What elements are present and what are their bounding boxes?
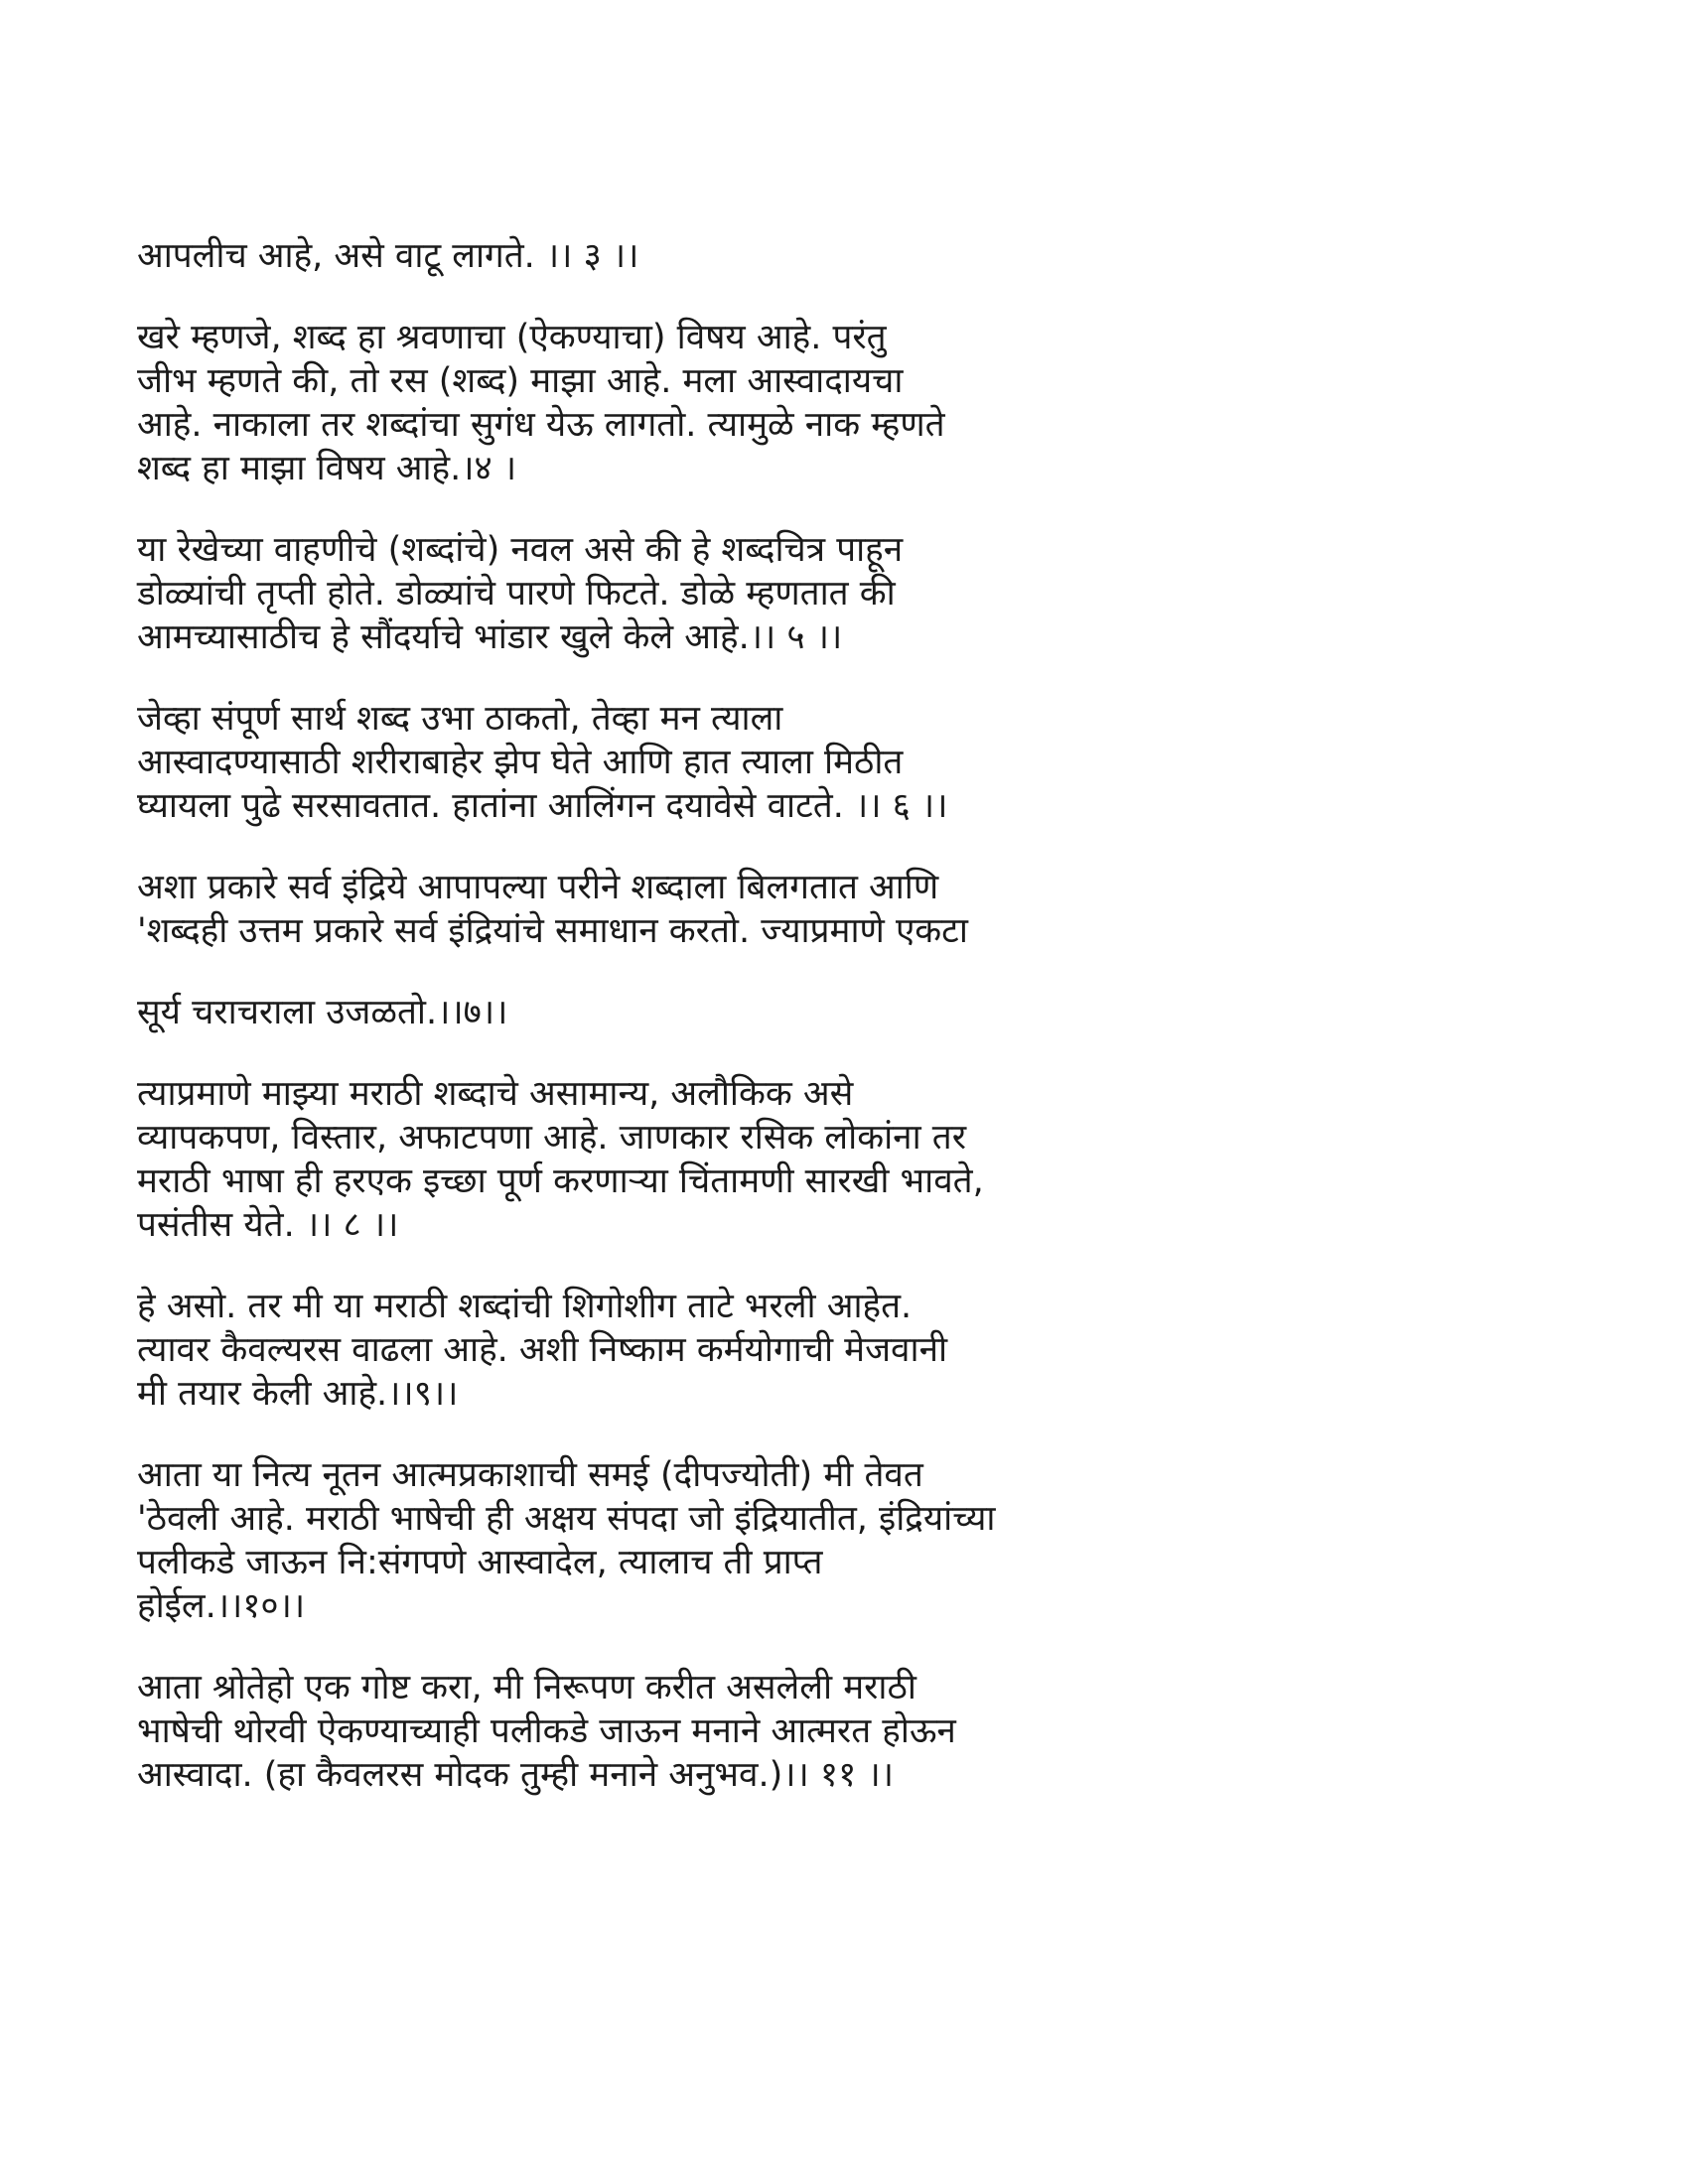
text-body (137, 234, 1428, 1835)
text-line: पसंतीस येते. ।। ८ ।। (137, 1205, 399, 1245)
text-line: 'ठेवली आहे. मराठी भाषेची ही अक्षय संपदा जो इंद्रियातीत, इंद्रियांच्या (137, 1499, 996, 1539)
paragraph-verse-8 (137, 1072, 1428, 1247)
paragraph-verse-10 (137, 1453, 1428, 1628)
text-line: जेव्हा संपूर्ण सार्थ शब्द उभा ठाकतो, तेव्हा मन त्याला (137, 699, 783, 739)
text-line: त्यावर कैवल्यरस वाढला आहे. अशी निष्काम कर्मयोगाची मेजवानी (137, 1330, 948, 1370)
text-line: खरे म्हणजे, शब्द हा श्रवणाचा (ऐकण्याचा) विषय आहे. परंतु (137, 318, 887, 357)
text-line: भाषेची थोरवी ऐकण्याच्याही पलीकडे जाऊन मनाने आत्मरत होऊन (137, 1711, 956, 1751)
paragraph-verse-6 (137, 697, 1428, 828)
paragraph-verse-3 (137, 234, 1428, 278)
paragraph-verse-7-part1 (137, 866, 1428, 953)
text-line: मी तयार केली आहे.।।९।। (137, 1374, 459, 1414)
text-line: त्याप्रमाणे माझ्या मराठी शब्दाचे असामान्य, अलौकिक असे (137, 1074, 854, 1114)
text-line: होईल.।।१०।। (137, 1586, 306, 1626)
text-line: आता श्रोतेहो एक गोष्ट करा, मी निरूपण करीत असलेली मराठी (137, 1668, 916, 1707)
text-line: आहे. नाकाला तर शब्दांचा सुगंध येऊ लागतो. त्यामुळे नाक म्हणते (137, 405, 945, 445)
text-line: आस्वादा. (हा कैवलरस मोदक तुम्ही मनाने अनुभव.)।। ११ ।। (137, 1755, 894, 1795)
text-line: व्यापकपण, विस्तार, अफाटपणा आहे. जाणकार रसिक लोकांना तर (137, 1118, 967, 1158)
text-line: आमच्यासाठीच हे सौंदर्याचे भांडार खुले केले आहे.।। ५ ।। (137, 617, 843, 657)
text-line: आपलीच आहे, असे वाटू लागते. ।। ३ ।। (137, 236, 639, 276)
text-line: घ्यायला पुढे सरसावतात. हातांना आलिंगन दयावेसे वाटते. ।। ६ ।। (137, 786, 948, 826)
text-line: आस्वादण्यासाठी शरीराबाहेर झेप घेते आणि हात त्याला मिठीत (137, 743, 904, 782)
paragraph-verse-4 (137, 316, 1428, 490)
text-line: या रेखेच्या वाहणीचे (शब्दांचे) नवल असे की हे शब्दचित्र पाहून (137, 530, 904, 570)
text-line: हे असो. तर मी या मराठी शब्दांची शिगोशीग ताटे भरली आहेत. (137, 1287, 913, 1326)
text-line: जीभ म्हणते की, तो रस (शब्द) माझा आहे. मला आस्वादायचा (137, 361, 904, 401)
text-line: 'शब्दही उत्तम प्रकारे सर्व इंद्रियांचे समाधान करतो. ज्याप्रमाणे एकटा (137, 911, 968, 951)
paragraph-verse-9 (137, 1285, 1428, 1416)
paragraph-verse-5 (137, 528, 1428, 659)
text-line: शब्द हा माझा विषय आहे.।४ । (137, 449, 517, 488)
text-line: अशा प्रकारे सर्व इंद्रिये आपापल्या परीने शब्दाला बिलगतात आणि (137, 868, 939, 907)
text-line: सूर्य चराचराला उजळतो.।।७।। (137, 993, 508, 1032)
paragraph-verse-11 (137, 1666, 1428, 1797)
text-line: पलीकडे जाऊन नि:संगपणे आस्वादेल, त्यालाच ती प्राप्त (137, 1543, 823, 1582)
text-line: आता या नित्य नूतन आत्मप्रकाशाची समई (दीपज्योती) मी तेवत (137, 1455, 923, 1495)
paragraph-verse-7-part2 (137, 991, 1428, 1034)
text-line: डोळ्यांची तृप्ती होते. डोळ्यांचे पारणे फिटते. डोळे म्हणतात की (137, 574, 896, 614)
text-line: मराठी भाषा ही हरएक इच्छा पूर्ण करणाऱ्या चिंतामणी सारखी भावते, (137, 1161, 984, 1201)
